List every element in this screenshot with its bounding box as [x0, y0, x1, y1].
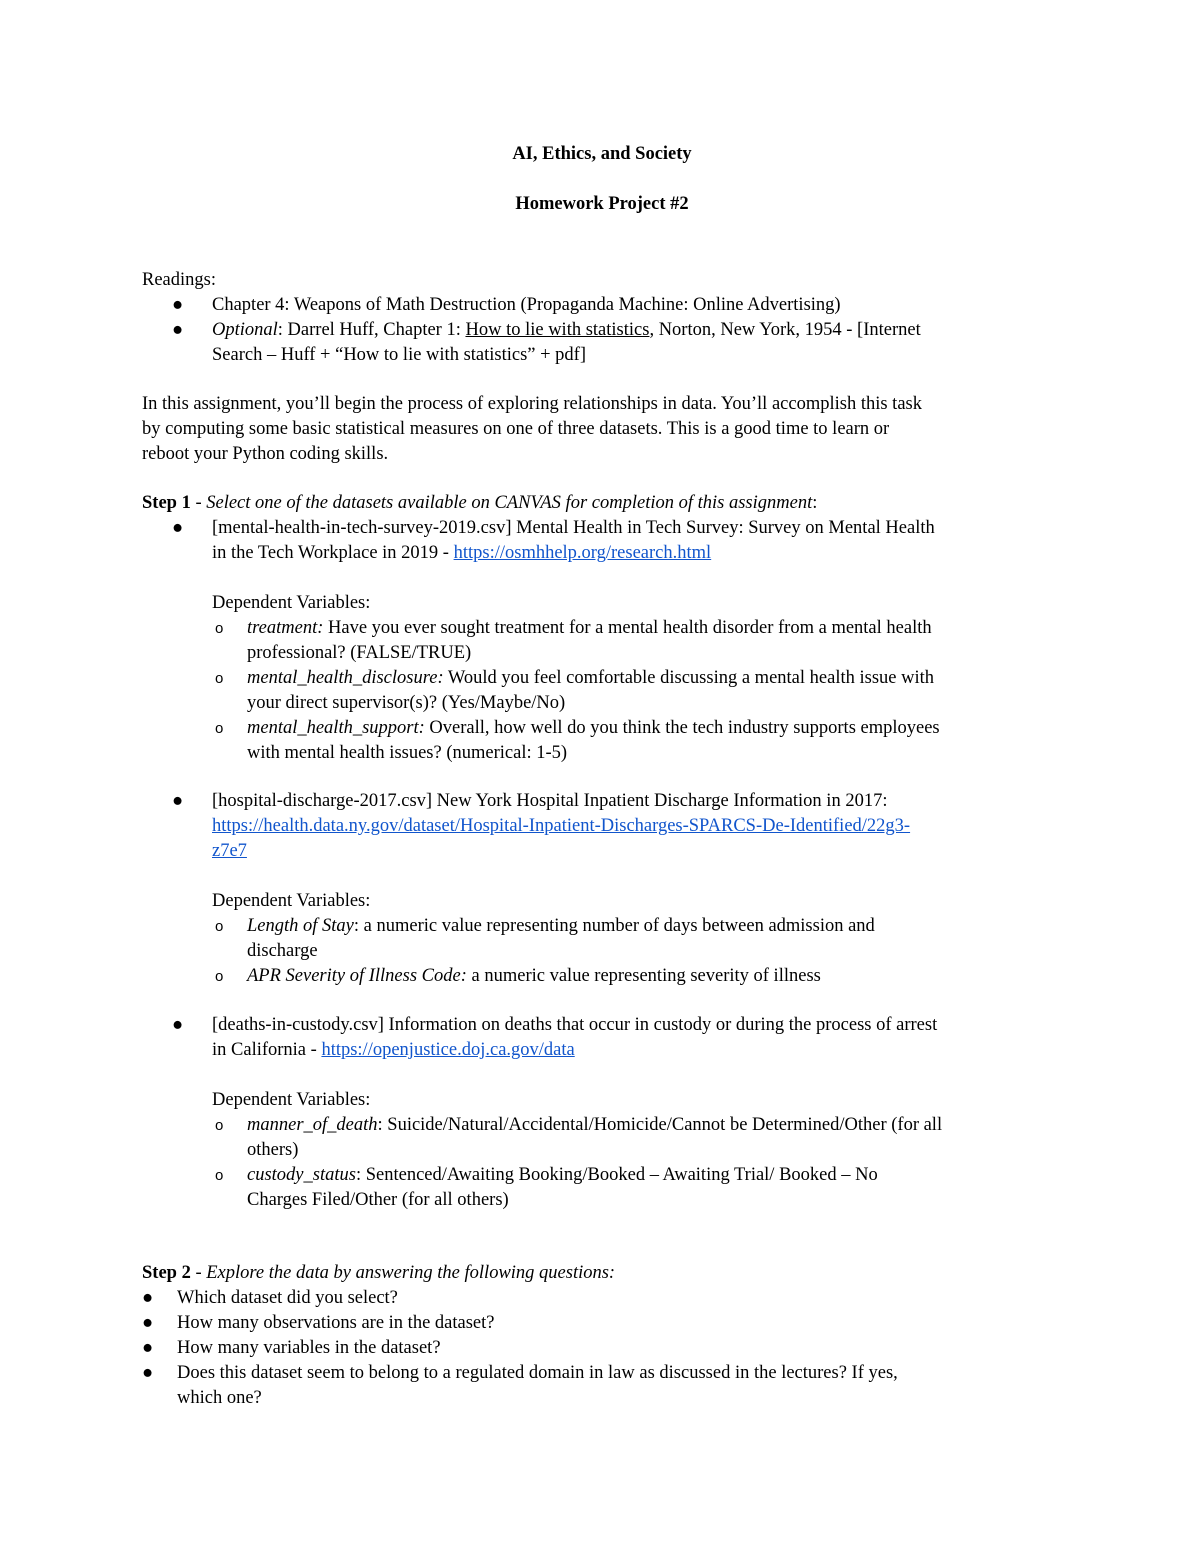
variable-name: treatment:: [247, 618, 324, 638]
dataset-link[interactable]: https://openjustice.doj.ca.gov/data: [321, 1040, 575, 1060]
bullet-icon: ●: [172, 1015, 184, 1035]
step2-questions: [142, 1286, 1062, 1411]
dataset-description: in the Tech Workplace in 2019 -: [212, 543, 454, 563]
book-title: How to lie with statistics: [465, 320, 650, 340]
question-text: which one?: [177, 1388, 262, 1408]
question-item: [142, 1361, 1062, 1411]
dataset-item-deaths-in-custody: [142, 1013, 1062, 1063]
variable-name: APR Severity of Illness Code:: [247, 966, 467, 986]
reading-text: Search – Huff + “How to lie with statistics” + pdf]: [212, 345, 587, 365]
variable-item: o mental_health_disclosure: Would you feel comfortable discussing a mental health issue with your direct supervisor(s)? (Yes/Maybe/No): [215, 668, 934, 713]
variable-item: o treatment: Have you ever sought treatment for a mental health disorder from a mental health professional? (FALSE/TRUE): [215, 618, 932, 663]
readings-section: [142, 268, 1062, 368]
reading-text: Chapter 4: Weapons of Math Destruction (Propaganda Machine: Online Advertising): [212, 295, 841, 315]
question-item: [142, 1336, 1062, 1361]
document-subtitle: Homework Project #2: [515, 194, 689, 214]
bullet-icon: ●: [172, 320, 184, 340]
sub-bullet-icon: o: [215, 1167, 224, 1184]
dependent-variables-label: Dependent Variables:: [212, 1090, 371, 1110]
bullet-icon: ●: [172, 791, 184, 811]
step1-label: Step 1: [142, 493, 191, 513]
sub-bullet-icon: o: [215, 968, 224, 985]
reading-text: , Norton, New York, 1954 - [Internet: [649, 320, 921, 340]
dataset-description: in California -: [212, 1040, 322, 1060]
sub-bullet-icon: o: [215, 620, 224, 637]
dependent-variables-list: [142, 914, 1062, 989]
reading-optional-label: Optional: [212, 320, 278, 340]
question-text: Does this dataset seem to belong to a regulated domain in law as discussed in the lectures? If yes,: [177, 1363, 898, 1383]
variable-name: mental_health_disclosure:: [247, 668, 444, 688]
intro-paragraph: [142, 392, 1062, 467]
intro-line: In this assignment, you’ll begin the process of exploring relationships in data. You’ll accomplish this task: [142, 394, 922, 414]
variable-item: o Length of Stay: a numeric value representing number of days between admission and discharge: [215, 916, 875, 961]
variable-item: o APR Severity of Illness Code: a numeric value representing severity of illness: [142, 964, 1062, 989]
dataset-link[interactable]: z7e7: [212, 841, 247, 861]
question-text: Which dataset did you select?: [177, 1288, 398, 1308]
dependent-variables-label: Dependent Variables:: [212, 891, 371, 911]
dataset-link[interactable]: https://osmhhelp.org/research.html: [453, 543, 712, 563]
step1-description: Select one of the datasets available on CANVAS for completion of this assignment: [206, 493, 813, 513]
dataset-item-mental-health: [142, 516, 1062, 566]
sub-bullet-icon: o: [215, 1117, 224, 1134]
variable-name: manner_of_death: [247, 1115, 378, 1135]
dataset-description: [deaths-in-custody.csv] Information on deaths that occur in custody or during the process of arrest: [212, 1015, 938, 1035]
bullet-icon: ●: [142, 1363, 154, 1383]
variable-item: o mental_health_support: Overall, how well do you think the tech industry supports employees with mental health issues? (numerical: 1-5): [215, 718, 940, 763]
dataset-description: [mental-health-in-tech-survey-2019.csv] Mental Health in Tech Survey: Survey on Mental Health: [212, 518, 935, 538]
sub-bullet-icon: o: [215, 918, 224, 935]
intro-line: by computing some basic statistical measures on one of three datasets. This is a good time to learn or: [142, 419, 890, 439]
document-title: AI, Ethics, and Society: [512, 144, 692, 164]
question-item: [142, 1311, 1062, 1336]
sub-bullet-icon: o: [215, 720, 224, 737]
bullet-icon: ●: [142, 1313, 154, 1333]
bullet-icon: ●: [142, 1338, 154, 1358]
question-text: How many variables in the dataset?: [177, 1338, 441, 1358]
step2-label: Step 2: [142, 1263, 191, 1283]
variable-name: custody_status: [247, 1165, 356, 1185]
question-text: How many observations are in the dataset?: [177, 1313, 495, 1333]
dataset-description: [hospital-discharge-2017.csv] New York Hospital Inpatient Discharge Information in 2017:: [212, 791, 888, 811]
reading-item: [142, 318, 1062, 368]
dependent-variables-list: [142, 1113, 1062, 1213]
bullet-icon: ●: [172, 295, 184, 315]
question-item: [142, 1286, 1062, 1311]
reading-item: [142, 293, 1062, 318]
step2-heading: Step 2 - Explore the data by answering the following questions:: [142, 1263, 616, 1283]
step1-heading: Step 1 - Select one of the datasets available on CANVAS for completion of this assignment:: [142, 493, 818, 513]
readings-label: Readings:: [142, 270, 216, 290]
variable-name: mental_health_support:: [247, 718, 425, 738]
bullet-icon: ●: [172, 518, 184, 538]
variable-item: o manner_of_death: Suicide/Natural/Accidental/Homicide/Cannot be Determined/Other (for all others): [215, 1115, 943, 1160]
dependent-variables-list: [142, 616, 1062, 766]
sub-bullet-icon: o: [215, 670, 224, 687]
dataset-item-hospital-discharge: [142, 789, 1062, 864]
dataset-link[interactable]: https://health.data.ny.gov/dataset/Hospital-Inpatient-Discharges-SPARCS-De-Identified/22g3-: [212, 816, 911, 836]
dependent-variables-label: Dependent Variables:: [212, 593, 371, 613]
intro-line: reboot your Python coding skills.: [142, 444, 389, 464]
bullet-icon: ●: [142, 1288, 154, 1308]
variable-name: Length of Stay: [247, 916, 354, 936]
step2-description: Explore the data by answering the following questions:: [206, 1263, 616, 1283]
reading-text: : Darrel Huff, Chapter 1:: [277, 320, 466, 340]
variable-item: o custody_status: Sentenced/Awaiting Booking/Booked – Awaiting Trial/ Booked – No Charges Filed/Other (for all others): [215, 1165, 878, 1210]
